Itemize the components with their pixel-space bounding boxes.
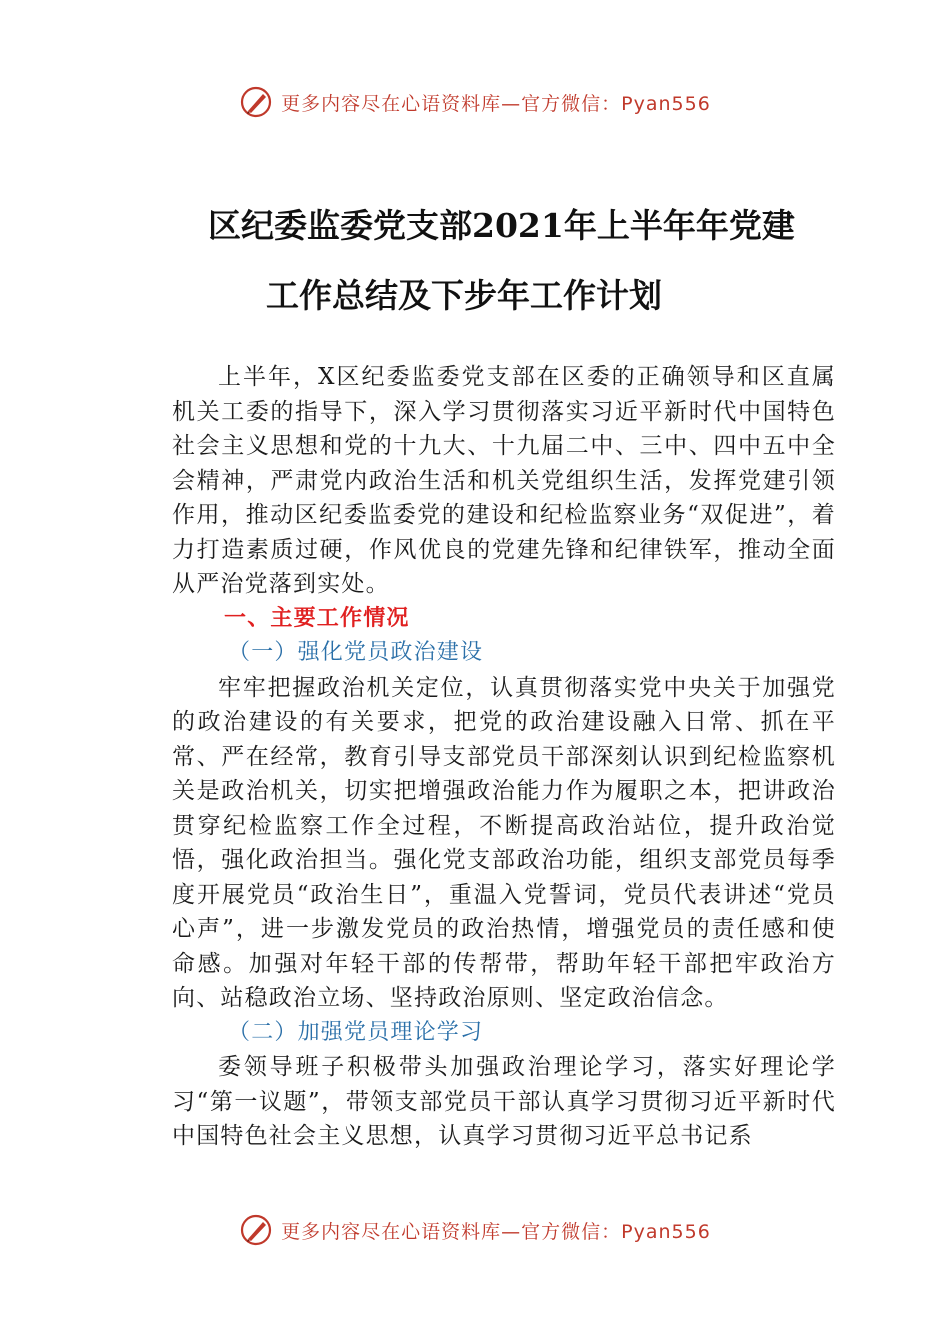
- wechat-id: Pyan556: [621, 92, 711, 115]
- header-banner: [0, 82, 950, 122]
- pen-logo-icon: [239, 85, 273, 119]
- intro-paragraph: 上半年，X区纪委监委党支部在区委的正确领导和区直属机关工委的指导下，深入学习贯彻落实习近平新时代中国特色社会主义思想和党的十九大、十九届二中、三中、四中五中全会精神，严肃党内政治生活和机关党组织生活，发挥党建引领作用，推动区纪委监委党的建设和纪检监察业务“双促进”，着力打造素质过硬，作风优良的党建先锋和纪律铁军，推动全面从严治党落到实处。: [172, 364, 836, 597]
- subsection-heading-1: （一）强化党员政治建设: [228, 640, 484, 665]
- paragraph-2: 委领导班子积极带头加强政治理论学习，落实好理论学习“第一议题”，带领支部党员干部认真学习贯彻习近平新时代中国特色社会主义思想，认真学习贯彻习近平总书记系: [172, 1054, 836, 1149]
- footer-banner: [0, 1210, 950, 1250]
- section-heading-1: 一、主要工作情况: [224, 605, 410, 631]
- document-title-line1: 区纪委监委党支部2021年上半年年党建: [208, 206, 795, 245]
- document-title-line2: 工作总结及下步年工作计划: [266, 276, 662, 315]
- subsection-heading-2: （二）加强党员理论学习: [228, 1019, 484, 1045]
- banner-text: 更多内容尽在心语资料库—官方微信：Pyan556: [281, 1220, 711, 1243]
- banner-text: 更多内容尽在心语资料库—官方微信：Pyan556: [281, 92, 711, 115]
- wechat-id: Pyan556: [621, 1220, 711, 1243]
- paragraph-1: 牢牢把握政治机关定位，认真贯彻落实党中央关于加强党的政治建设的有关要求，把党的政治建设融入日常、抓在平常、严在经常，教育引导支部党员干部深刻认识到纪检监察机关是政治机关，切实把增强政治能力作为履职之本，把讲政治贯穿纪检监察工作全过程，不断提高政治站位，提升政治觉悟，强化政治担当。强化党支部政治功能，组织支部党员每季度开展党员“政治生日”，重温入党誓词，党员代表讲述“党员心声”，进一步激发党员的政治热情，增强党员的责任感和使命感。加强对年轻干部的传帮带，帮助年轻干部把牢政治方向、站稳政治立场、坚持政治原则、坚定政治信念。: [172, 674, 836, 1011]
- document-body: [172, 360, 836, 1154]
- pen-logo-icon: [239, 1213, 273, 1247]
